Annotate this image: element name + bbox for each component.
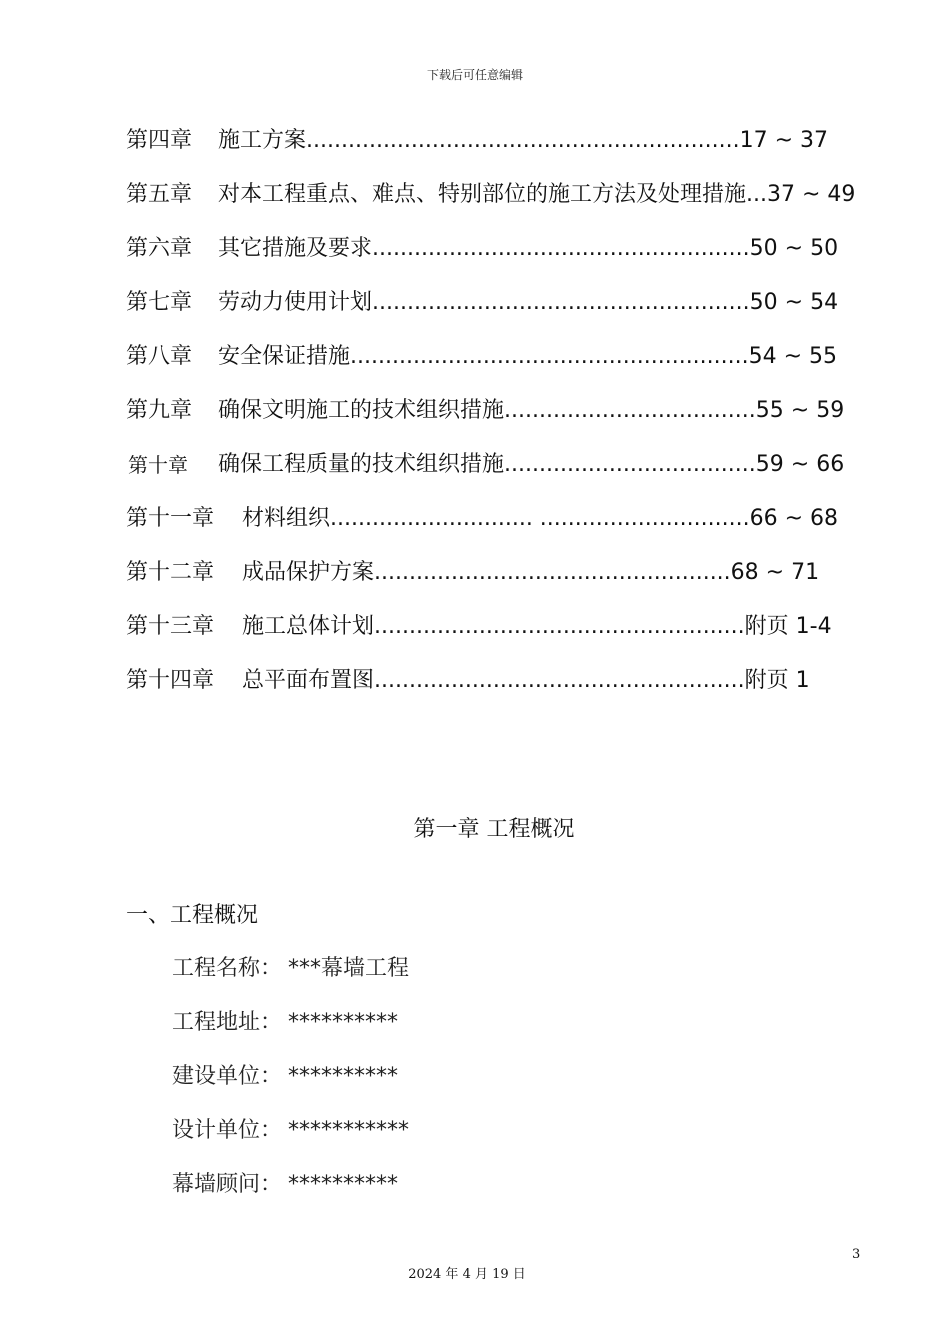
toc-page-range: 附页 1-4 [744,614,832,639]
info-value: ********** [288,1064,398,1089]
info-value: ********** [288,1010,398,1035]
toc-chapter: 第十二章 [126,560,215,585]
toc-chapter: 第十三章 [126,614,215,639]
toc-title: 其它措施及要求 [218,236,373,261]
info-label: 幕墙顾问： [172,1172,283,1197]
toc-chapter: 第六章 [126,236,193,261]
toc-entry[interactable] [126,554,906,608]
toc-entry[interactable] [126,122,906,176]
toc-chapter: 第五章 [126,182,193,207]
toc-leader-dots: ..................................................... [374,668,745,693]
toc-entry[interactable] [126,338,906,392]
toc-page-range: 55 ~ 59 [755,398,845,423]
toc-page-range: 59 ~ 66 [755,452,845,477]
toc-title: 安全保证措施 [218,344,351,369]
toc-entry[interactable] [126,662,906,716]
toc-leader-dots: ................................................... [374,560,731,585]
toc-page-range: 附页 1 [744,668,810,693]
footer-date: 2024 年 4 月 19 日 [408,1267,526,1282]
page-header: 下载后可任意编辑 [426,68,523,82]
toc-leader-dots: ... [746,182,767,207]
toc-page-range: 68 ~ 71 [730,560,820,585]
toc-title: 劳动力使用计划 [218,290,373,315]
chapter-heading: 第一章 工程概况 [413,817,575,842]
project-info-item [172,1168,409,1222]
toc-leader-dots: ......................................................... [350,344,749,369]
info-label: 建设单位： [172,1064,283,1089]
toc-chapter: 第十章 [128,453,188,477]
project-info-list [172,952,409,1222]
toc-chapter: 第四章 [126,128,193,153]
toc-title: 总平面布置图 [242,668,375,693]
project-info-item [172,1006,409,1060]
project-info-item [172,952,409,1006]
info-label: 工程地址： [172,1010,283,1035]
project-info-item [172,1114,409,1168]
toc-title: 材料组织 [242,506,331,531]
info-label: 设计单位： [172,1118,283,1143]
toc-chapter: 第八章 [126,344,193,369]
toc-page-range: 37 ~ 49 [767,182,856,207]
toc-chapter: 第九章 [126,398,193,423]
toc-entry[interactable] [126,392,906,446]
section-heading: 一、工程概况 [126,903,259,928]
toc-title: 确保工程质量的技术组织措施 [218,452,505,477]
toc-page-range: 66 ~ 68 [749,506,839,531]
toc-leader-dots: .................................... [504,452,756,477]
toc-page-range: 17 ~ 37 [739,128,829,153]
toc-chapter: 第十四章 [126,668,215,693]
table-of-contents [126,122,906,716]
project-info-item [172,1060,409,1114]
toc-entry[interactable] [126,446,906,500]
info-value: ********** [288,1172,398,1197]
toc-leader-dots: .................................... [504,398,756,423]
info-value: ***幕墙工程 [288,956,410,981]
toc-page-range: 54 ~ 55 [748,344,838,369]
info-label: 工程名称： [172,956,283,981]
toc-title: 施工方案 [218,128,307,153]
toc-entry[interactable] [126,608,906,662]
toc-page-range: 50 ~ 50 [749,236,839,261]
toc-leader-dots: ............................. .............................. [330,506,750,531]
toc-title: 对本工程重点、难点、特别部位的施工方法及处理措施 [218,182,747,207]
page-number: 3 [852,1247,861,1262]
info-value: *********** [288,1118,409,1143]
toc-leader-dots: ...................................................... [372,290,750,315]
toc-page-range: 50 ~ 54 [749,290,839,315]
toc-entry[interactable] [126,284,906,338]
toc-leader-dots: ...................................................... [372,236,750,261]
toc-title: 施工总体计划 [242,614,375,639]
toc-title: 成品保护方案 [242,560,375,585]
toc-entry[interactable] [126,500,906,554]
toc-title: 确保文明施工的技术组织措施 [218,398,505,423]
toc-chapter: 第十一章 [126,506,215,531]
toc-leader-dots: ..................................................... [374,614,745,639]
toc-chapter: 第七章 [126,290,193,315]
toc-entry[interactable] [126,176,906,230]
toc-entry[interactable] [126,230,906,284]
toc-leader-dots: .............................................................. [306,128,740,153]
